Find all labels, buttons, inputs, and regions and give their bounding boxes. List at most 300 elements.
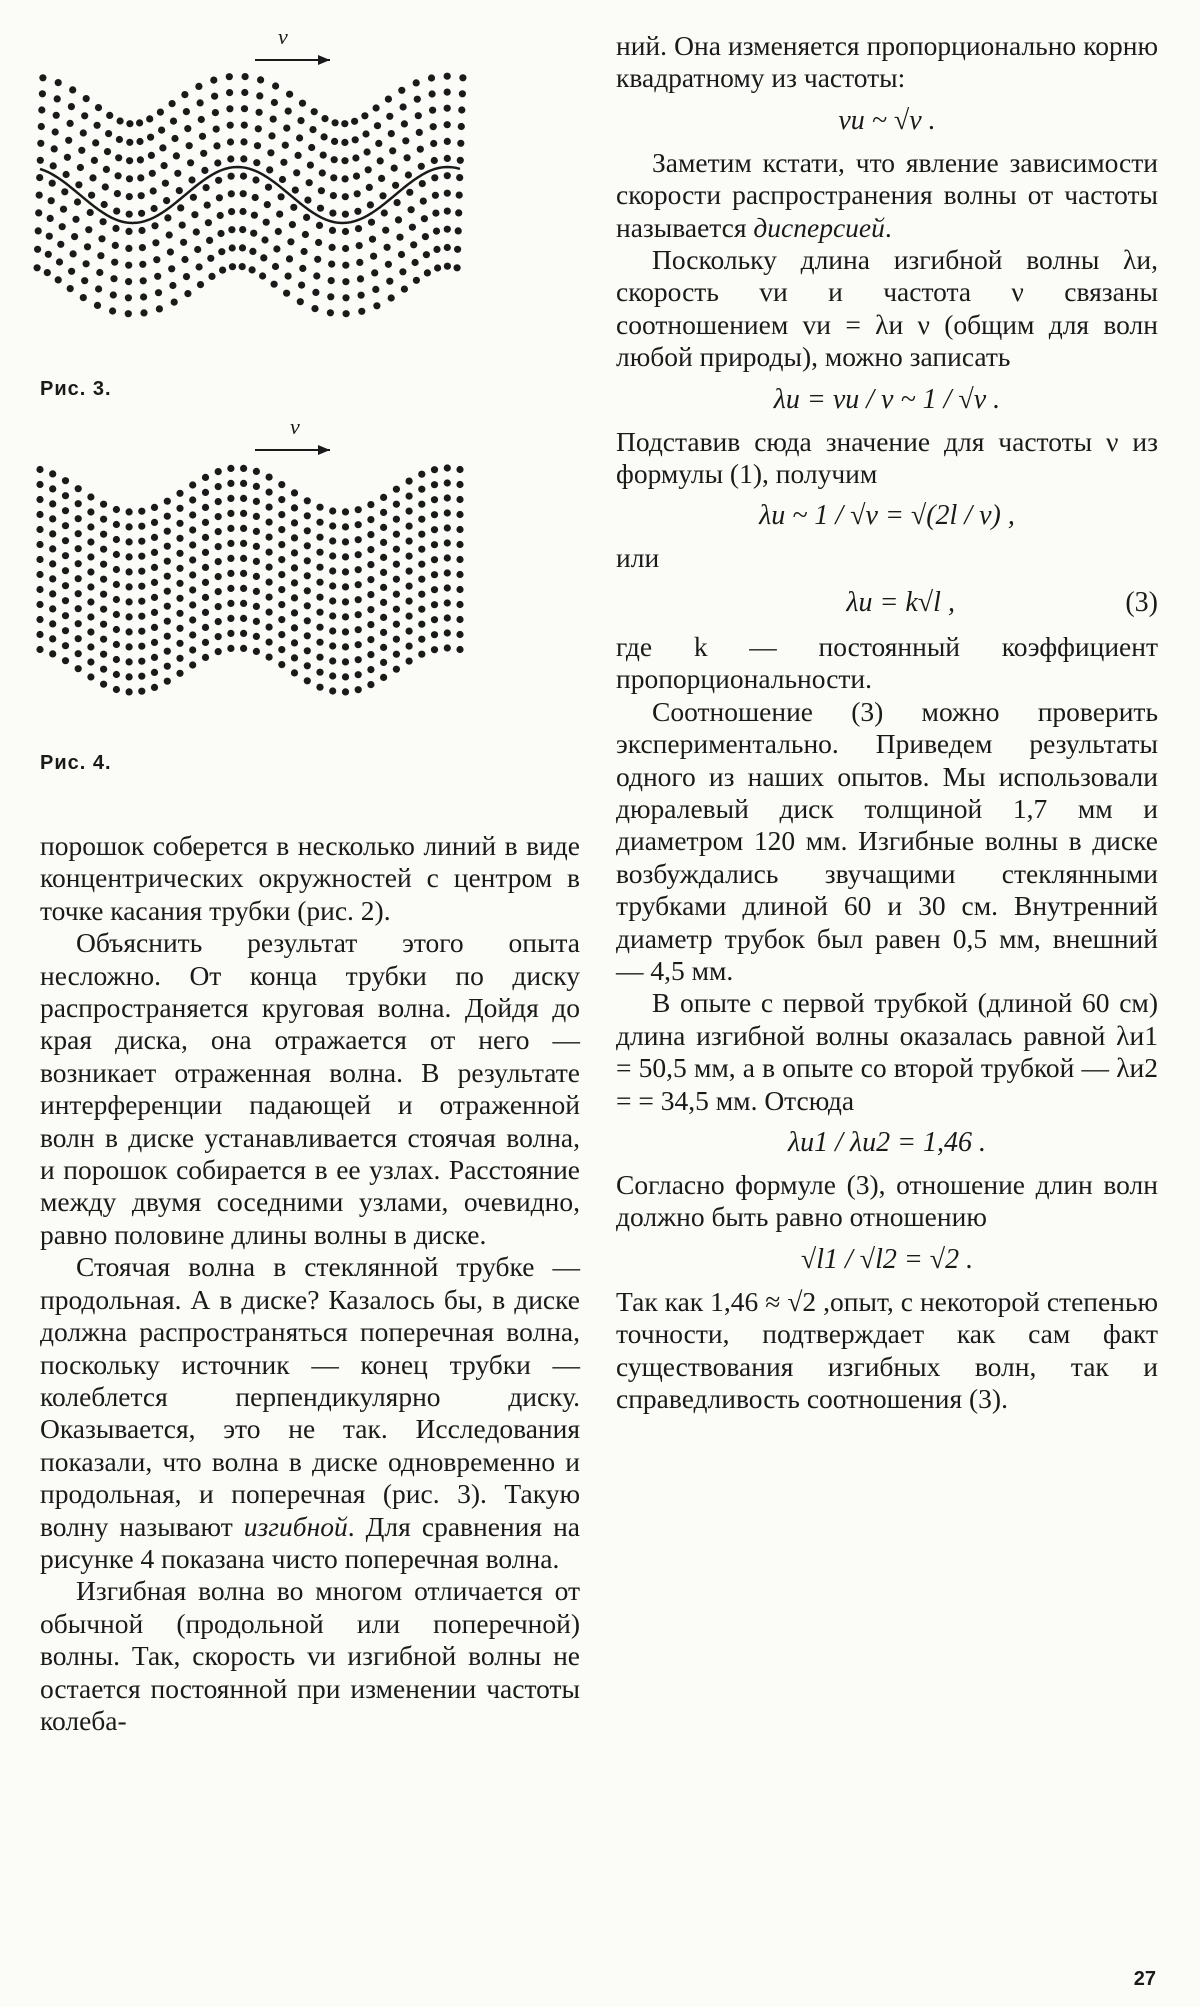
wave-dot [125, 262, 132, 269]
wave-dot [75, 665, 82, 672]
wave-dot [406, 643, 413, 650]
wave-dot [171, 135, 178, 142]
wave-dot [316, 504, 323, 511]
wave-dot [342, 211, 349, 218]
fig4-wave-dots [30, 430, 590, 750]
wave-dot [164, 678, 171, 685]
wave-dot [113, 596, 120, 603]
wave-dot [458, 106, 465, 113]
wave-dot [205, 219, 212, 226]
wave-dot [420, 198, 427, 205]
wave-dot [249, 266, 256, 273]
wave-dot [161, 162, 168, 169]
wave-dot [386, 278, 393, 285]
wave-dot [176, 535, 183, 542]
wave-dot [173, 152, 180, 159]
wave-dot [278, 481, 285, 488]
wave-dot [67, 120, 74, 127]
wave-dot [291, 564, 298, 571]
page-number: 27 [1133, 1968, 1156, 1990]
wave-dot [164, 648, 171, 655]
wave-dot [358, 308, 365, 315]
wave-dot [418, 531, 425, 538]
wave-dot [201, 167, 208, 174]
wave-dot [62, 507, 69, 514]
wave-dot [75, 575, 82, 582]
wave-dot [193, 228, 200, 235]
wave-dot [285, 273, 292, 280]
wave-dot [215, 543, 222, 550]
wave-dot [278, 586, 285, 593]
wave-dot [395, 216, 402, 223]
wave-dot [87, 568, 94, 575]
wave-dot [431, 556, 438, 563]
wave-dot [342, 175, 349, 182]
wave-dot [393, 651, 400, 658]
wave-dot [327, 309, 334, 316]
wave-dot [341, 157, 348, 164]
wave-dot [314, 256, 321, 263]
wave-dot [266, 579, 273, 586]
wave-dot [428, 74, 435, 81]
wave-dot [100, 591, 107, 598]
wave-dot [444, 138, 451, 145]
wave-dot [341, 139, 348, 146]
wave-dot [456, 526, 463, 533]
wave-dot [276, 211, 283, 218]
wave-dot [444, 121, 451, 128]
wave-dot [49, 470, 56, 477]
wave-dot [36, 192, 43, 199]
wave-dot [199, 133, 206, 140]
wave-dot [100, 561, 107, 568]
wave-dot [189, 601, 196, 608]
wave-dot [153, 256, 160, 263]
wave-dot [361, 112, 368, 119]
wave-dot [456, 646, 463, 653]
wave-dot [354, 208, 361, 215]
wave-dot [342, 673, 349, 680]
wave-dot [228, 173, 235, 180]
wave-dot [75, 560, 82, 567]
wave-dot [253, 513, 260, 520]
wave-dot [278, 556, 285, 563]
wave-dot [202, 549, 209, 556]
wave-dot [430, 140, 437, 147]
wave-dot [113, 581, 120, 588]
wave-dot [406, 478, 413, 485]
wave-dot [151, 549, 158, 556]
wave-dot [151, 205, 158, 212]
wave-dot [433, 246, 440, 253]
wave-dot [381, 209, 388, 216]
wave-dot [444, 244, 451, 251]
wave-dot [36, 631, 43, 638]
wave-dot [329, 244, 336, 251]
right-paragraph-8: Согласно формуле (3), отношение длин волн должно быть равно отношению [616, 1168, 1158, 1233]
wave-dot [316, 654, 323, 661]
wave-dot [304, 677, 311, 684]
wave-dot [406, 508, 413, 515]
wave-dot [266, 549, 273, 556]
wave-dot [164, 498, 171, 505]
wave-dot [140, 309, 147, 316]
wave-dot [342, 538, 349, 545]
wave-dot [279, 176, 286, 183]
wave-dot [367, 546, 374, 553]
wave-dot [139, 261, 146, 268]
wave-dot [380, 599, 387, 606]
wave-dot [151, 594, 158, 601]
term-dispersion: дисперсией [753, 211, 885, 243]
wave-dot [393, 591, 400, 598]
wave-dot [280, 159, 287, 166]
wave-dot [367, 681, 374, 688]
wave-dot [52, 128, 59, 135]
wave-dot [291, 669, 298, 676]
wave-dot [72, 216, 79, 223]
wave-dot [367, 576, 374, 583]
wave-dot [169, 100, 176, 107]
wave-dot [297, 298, 304, 305]
wave-dot [115, 154, 122, 161]
wave-dot [364, 148, 371, 155]
wave-dot [49, 605, 56, 612]
wave-dot [37, 140, 44, 147]
wave-dot [240, 510, 247, 517]
wave-dot [126, 688, 133, 695]
wave-dot [278, 526, 285, 533]
wave-dot [202, 564, 209, 571]
wave-dot [309, 126, 316, 133]
wave-dot [215, 528, 222, 535]
wave-dot [36, 616, 43, 623]
wave-dot [62, 627, 69, 634]
wave-dot [138, 192, 145, 199]
wave-dot [36, 526, 43, 533]
wave-dot [406, 538, 413, 545]
wave-dot [409, 224, 416, 231]
wave-dot [328, 277, 335, 284]
wave-dot [155, 289, 162, 296]
wave-dot [206, 237, 213, 244]
wave-dot [331, 156, 338, 163]
wave-dot [368, 219, 375, 226]
wave-dot [456, 511, 463, 518]
wave-dot [393, 486, 400, 493]
wave-dot [63, 171, 70, 178]
wave-dot [329, 522, 336, 529]
wave-dot [204, 202, 211, 209]
wave-dot [151, 534, 158, 541]
wave-dot [367, 201, 374, 208]
wave-dot [418, 576, 425, 583]
wave-dot [75, 515, 82, 522]
wave-dot [330, 192, 337, 199]
wave-dot [202, 654, 209, 661]
wave-dot [164, 543, 171, 550]
wave-dot [164, 528, 171, 535]
right-paragraph-7: В опыте с первой трубкой (длиной 60 см) длина изгибной волны оказалась равной λи1 = 50,5 мм, а в опыте со второй трубкой — λи2 = = 34,5 мм. Отсюда [616, 987, 1158, 1116]
wave-dot [176, 490, 183, 497]
wave-dot [423, 251, 430, 258]
wave-dot [126, 583, 133, 590]
wave-dot [113, 611, 120, 618]
wave-dot [163, 197, 170, 204]
wave-dot [34, 246, 41, 253]
wave-dot [266, 166, 273, 173]
wave-dot [456, 192, 463, 199]
right-paragraph-6: Соотношение (3) можно проверить экспериментально. Приведем результаты одного из наших опытов. Мы использовали дюралевый диск толщиной 1,7 мм и диаметром 120 мм. Изгибные волны в диске возбуждались звучащими стеклянными трубками длиной 60 и 30 см. Внутренний диаметр трубок был равен 0,5 мм, внешний — 4,5 мм. [616, 695, 1158, 986]
wave-dot [355, 581, 362, 588]
wave-dot [291, 639, 298, 646]
wave-dot [355, 656, 362, 663]
wave-dot [215, 603, 222, 610]
wave-dot [126, 628, 133, 635]
wave-dot [162, 180, 169, 187]
wave-dot [227, 615, 234, 622]
wave-dot [312, 289, 319, 296]
wave-dot [227, 570, 234, 577]
wave-dot [36, 571, 43, 578]
wave-dot [168, 265, 175, 272]
wave-dot [36, 466, 43, 473]
wave-dot [367, 516, 374, 523]
wave-dot [278, 571, 285, 578]
wave-dot [147, 134, 154, 141]
wave-dot [189, 616, 196, 623]
wave-dot [215, 573, 222, 580]
wave-dot [431, 526, 438, 533]
wave-dot [151, 519, 158, 526]
wave-dot [380, 509, 387, 516]
wave-dot [117, 117, 124, 124]
wave-dot [106, 112, 113, 119]
wave-dot [150, 187, 157, 194]
wave-dot [393, 561, 400, 568]
wave-dot [189, 511, 196, 518]
wave-dot [215, 618, 222, 625]
wave-dot [315, 239, 322, 246]
wave-dot [388, 294, 395, 301]
wave-dot [278, 661, 285, 668]
wave-dot [125, 294, 132, 301]
wave-dot [241, 89, 248, 96]
wave-dot [405, 171, 412, 178]
wave-dot [113, 641, 120, 648]
wave-dot [355, 641, 362, 648]
wave-dot [455, 209, 462, 216]
wave-dot [418, 651, 425, 658]
wave-dot [126, 508, 133, 515]
wave-dot [176, 550, 183, 557]
wave-dot [208, 273, 215, 280]
wave-dot [215, 498, 222, 505]
wave-dot [304, 632, 311, 639]
wave-dot [304, 602, 311, 609]
wave-dot [180, 239, 187, 246]
wave-dot [242, 73, 249, 80]
wave-dot [45, 251, 52, 258]
wave-dot [81, 112, 88, 119]
wave-dot [138, 658, 145, 665]
wave-dot [358, 292, 365, 299]
wave-dot [55, 79, 62, 86]
wave-dot [68, 103, 75, 110]
wave-dot [283, 290, 290, 297]
wave-dot [418, 606, 425, 613]
wave-dot [342, 228, 349, 235]
wave-dot [164, 603, 171, 610]
wave-dot [36, 511, 43, 518]
wave-dot [418, 561, 425, 568]
wave-dot [80, 294, 87, 301]
right-paragraph-5: где k — постоянный коэффициент пропорциональности. [616, 630, 1158, 695]
wave-dot [458, 123, 465, 130]
wave-dot [250, 230, 257, 237]
wave-dot [126, 175, 133, 182]
wave-dot [226, 105, 233, 112]
wave-dot [291, 489, 298, 496]
wave-dot [81, 277, 88, 284]
wave-dot [444, 584, 451, 591]
wave-dot [410, 241, 417, 248]
wave-dot [431, 541, 438, 548]
wave-dot [402, 137, 409, 144]
wave-dot [380, 554, 387, 561]
wave-dot [320, 152, 327, 159]
wave-dot [126, 658, 133, 665]
wave-dot [380, 674, 387, 681]
wave-dot [444, 494, 451, 501]
wave-dot [87, 523, 94, 530]
wave-dot [98, 235, 105, 242]
wave-dot [215, 468, 222, 475]
wave-dot [100, 501, 107, 508]
wave-dot [151, 684, 158, 691]
wave-dot [189, 496, 196, 503]
wave-dot [226, 89, 233, 96]
wave-dot [431, 616, 438, 623]
wave-dot [50, 162, 57, 169]
wave-dot [240, 585, 247, 592]
wave-dot [36, 556, 43, 563]
wave-dot [217, 212, 224, 219]
wave-dot [327, 293, 334, 300]
wave-dot [297, 117, 304, 124]
wave-dot [266, 534, 273, 541]
wave-dot [367, 621, 374, 628]
wave-dot [353, 173, 360, 180]
wave-dot [87, 493, 94, 500]
fig4-velocity-label: v [290, 414, 300, 439]
wave-dot [188, 176, 195, 183]
wave-dot [59, 223, 66, 230]
wave-dot [179, 222, 186, 229]
formula-sqrt-ratio: √l1 / √l2 = √2 . [800, 1243, 974, 1275]
wave-dot [429, 107, 436, 114]
wave-dot [341, 120, 348, 127]
wave-dot [100, 218, 107, 225]
wave-dot [100, 546, 107, 553]
wave-dot [306, 179, 313, 186]
wave-dot [342, 598, 349, 605]
wave-dot [83, 260, 90, 267]
wave-dot [329, 642, 336, 649]
wave-dot [352, 154, 359, 161]
wave-dot [406, 493, 413, 500]
wave-dot [194, 246, 201, 253]
wave-dot [44, 269, 51, 276]
wave-dot [75, 545, 82, 552]
wave-dot [140, 277, 147, 284]
wave-dot [100, 531, 107, 538]
wave-dot [171, 299, 178, 306]
wave-dot [291, 624, 298, 631]
wave-dot [278, 511, 285, 518]
wave-dot [151, 504, 158, 511]
wave-dot [282, 142, 289, 149]
wave-dot [406, 553, 413, 560]
wave-dot [369, 236, 376, 243]
wave-dot [253, 543, 260, 550]
wave-dot [456, 601, 463, 608]
wave-dot [229, 244, 236, 251]
wave-dot [342, 658, 349, 665]
wave-dot [362, 130, 369, 137]
left-paragraph-1: порошок соберется в несколько линий в виде концентрических окружностей с центром в точке касания трубки (рис. 2). [40, 830, 580, 926]
wave-dot [263, 219, 270, 226]
wave-dot [430, 123, 437, 130]
wave-dot [291, 654, 298, 661]
wave-dot [253, 498, 260, 505]
wave-dot [398, 251, 405, 258]
wave-dot [380, 524, 387, 531]
wave-dot [367, 636, 374, 643]
wave-dot [393, 516, 400, 523]
wave-dot [316, 222, 323, 229]
wave-dot [291, 579, 298, 586]
wave-dot [35, 209, 42, 216]
wave-dot [365, 166, 372, 173]
wave-dot [227, 495, 234, 502]
wave-dot [355, 506, 362, 513]
wave-dot [47, 215, 54, 222]
wave-dot [126, 193, 133, 200]
wave-dot [406, 583, 413, 590]
wave-dot [296, 134, 303, 141]
wave-dot [374, 122, 381, 129]
wave-dot [240, 465, 247, 472]
wave-dot [228, 208, 235, 215]
word-or: или [616, 542, 660, 574]
wave-dot [304, 512, 311, 519]
wave-dot [354, 190, 361, 197]
wave-dot [197, 99, 204, 106]
wave-dot [304, 572, 311, 579]
wave-dot [103, 166, 110, 173]
wave-dot [329, 627, 336, 634]
left-paragraph-3 [40, 1251, 580, 1575]
wave-dot [113, 626, 120, 633]
wave-dot [378, 175, 385, 182]
wave-dot [342, 245, 349, 252]
wave-dot [49, 545, 56, 552]
wave-dot [239, 263, 246, 270]
wave-dot [149, 170, 156, 177]
wave-dot [228, 226, 235, 233]
wave-dot [138, 538, 145, 545]
